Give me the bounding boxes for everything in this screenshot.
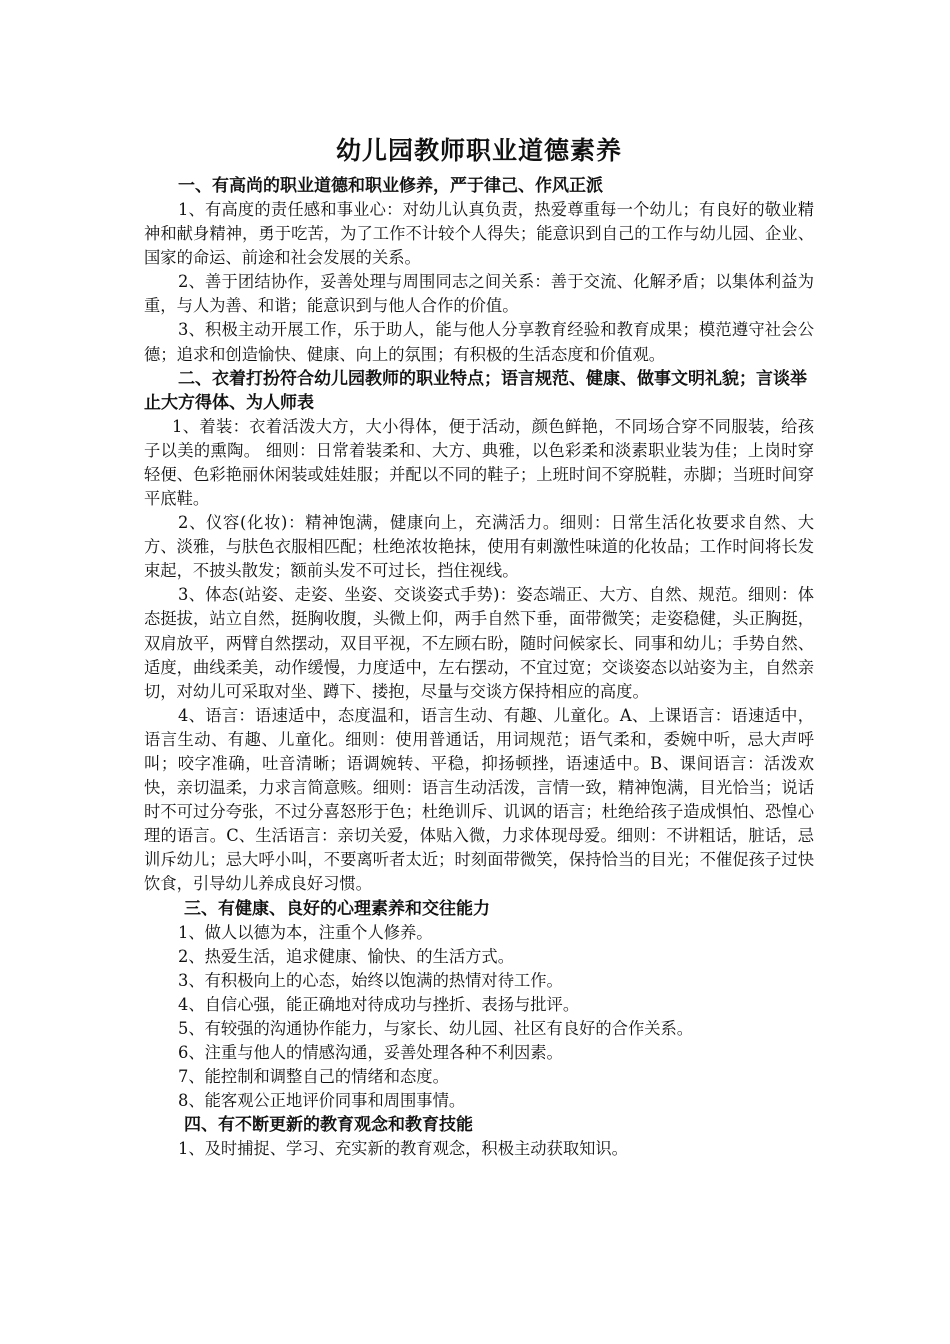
paragraph: 3、积极主动开展工作，乐于助人，能与他人分享教育经验和教育成果；模范遵守社会公德；追求和创造愉快、健康、向上的氛围；有积极的生活态度和价值观。 [144,320,814,364]
list-item: 8、能客观公正地评价同事和周围事情。 [178,1091,466,1111]
paragraph: 1、有高度的责任感和事业心：对幼儿认真负责，热爱尊重每一个幼儿；有良好的敬业精神和献身精神，勇于吃苦，为了工作不计较个人得失；能意识到自己的工作与幼儿园、企业、国家的命运、前途和社会发展的关系。 [144,200,814,268]
list-item: 6、注重与他人的情感沟通，妥善处理各种不利因素。 [178,1043,563,1062]
section-2-heading: 二、衣着打扮符合幼儿园教师的职业特点；语言规范、健康、做事文明礼貌；言谈举止大方得体、为人师表 [144,368,807,413]
list-item: 1、做人以德为本，注重个人修养。 [178,922,433,942]
document-title: 幼儿园教师职业道德素养 [335,136,622,165]
list-item: 7、能控制和调整自己的情绪和态度。 [178,1067,449,1087]
document-body [144,134,814,1161]
list-item: 5、有较强的沟通协作能力，与家长、幼儿园、社区有良好的合作关系。 [178,1018,694,1038]
list-item: 2、热爱生活，追求健康、愉快、的生活方式。 [178,946,514,966]
paragraph: 4、语言：语速适中，态度温和，语言生动、有趣、儿童化。A、上课语言：语速适中，语言生动、有趣、儿童化。细则：使用普通话，用词规范；语气柔和，委婉中听，忌大声呼叫；咬字准确，吐音清晰；语调婉转、平稳，抑扬顿挫，语速适中。B、课间语言：活泼欢快，亲切温柔，力求言简意赅。细则：语言生动活泼，言情一致，精神饱满，目光恰当；说话时不可过分夸张，不过分喜怒形于色；杜绝训斥、讥讽的语言；杜绝给孩子造成惧怕、恐惶心理的语言。C、生活语言：亲切关爱，体贴入微，力求体现母爱。细则：不讲粗话，脏话，忌训斥幼儿；忌大呼小叫，不要离听者太近；时刻面带微笑，保持恰当的目光；不催促孩子过快饮食，引导幼儿养成良好习惯。 [144,705,814,894]
list-item: 4、自信心强，能正确地对待成功与挫折、表扬与批评。 [178,994,580,1014]
section-1-heading: 一、有高尚的职业道德和职业修养，严于律己、作风正派 [178,176,603,196]
paragraph: 1、着装：衣着活泼大方，大小得体，便于活动，颜色鲜艳，不同场合穿不同服装，给孩子以美的熏陶。 细则：日常着装柔和、大方、典雅，以色彩柔和淡素职业装为佳；上岗时穿轻便、色彩艳丽休闲装或娃娃服；并配以不同的鞋子；上班时间不穿脱鞋，赤脚；当班时间穿平底鞋。 [144,416,814,508]
paragraph: 2、仪容(化妆)：精神饱满，健康向上，充满活力。细则：日常生活化妆要求自然、大方、淡雅，与肤色衣服相匹配；杜绝浓妆艳抹，使用有刺激性味道的化妆品；工作时间将长发束起，不披头散发；额前头发不可过长，挡住视线。 [144,513,814,581]
list-item: 1、及时捕捉、学习、充实新的教育观念，积极主动获取知识。 [178,1139,628,1159]
section-3-heading: 三、有健康、良好的心理素养和交往能力 [184,898,490,919]
section-4-heading: 四、有不断更新的教育观念和教育技能 [184,1115,473,1136]
paragraph: 2、善于团结协作，妥善处理与周围同志之间关系：善于交流、化解矛盾；以集体利益为重，与人为善、和谐；能意识到与他人合作的价值。 [144,272,814,316]
paragraph: 3、体态(站姿、走姿、坐姿、交谈姿式手势)：姿态端正、大方、自然、规范。细则：体态挺拔，站立自然，挺胸收腹，头微上仰，两手自然下垂，面带微笑；走姿稳健，头正胸挺，双肩放平，两臂自然摆动，双目平视，不左顾右盼，随时问候家长、同事和幼儿；手势自然、适度，曲线柔美，动作缓慢，力度适中，左右摆动，不宜过宽；交谈姿态以站姿为主，自然亲切，对幼儿可采取对坐、蹲下、搂抱，尽量与交谈方保持相应的高度。 [144,585,814,701]
list-item: 3、有积极向上的心态，始终以饱满的热情对待工作。 [178,970,563,990]
